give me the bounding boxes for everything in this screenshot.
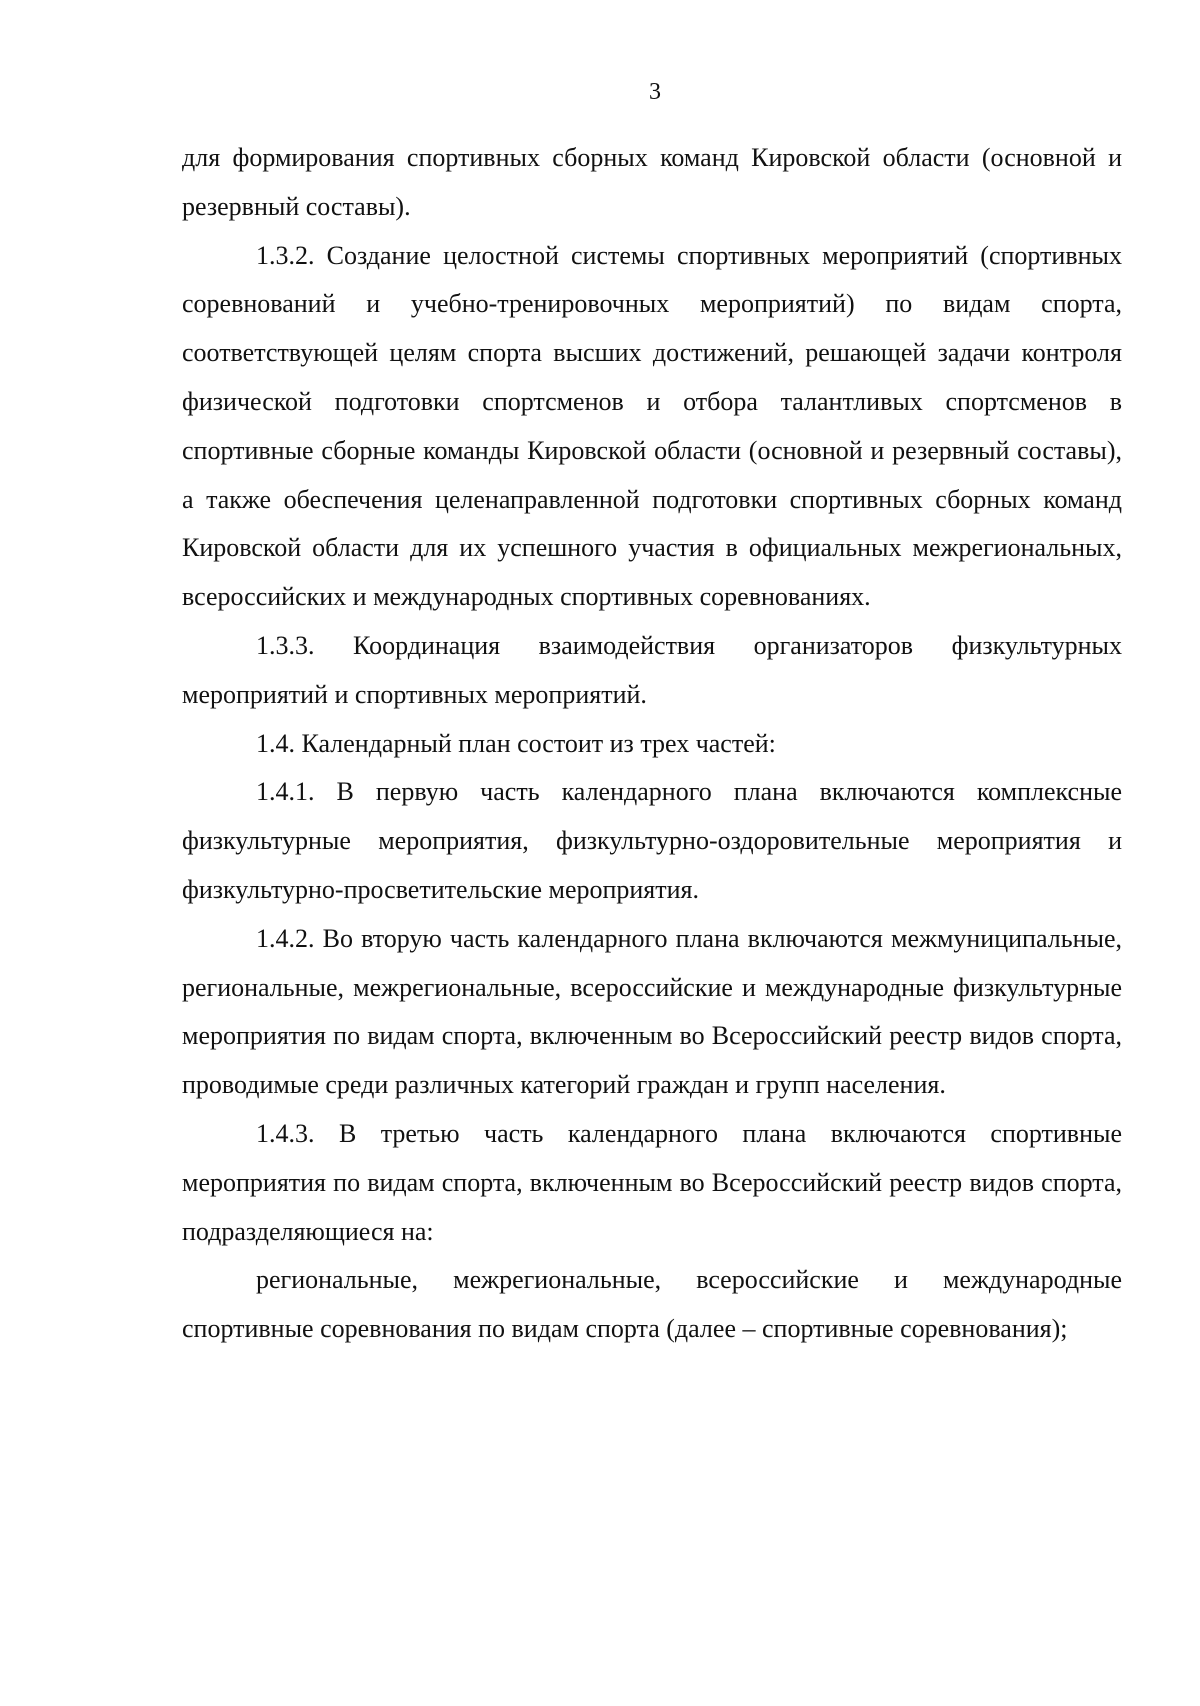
paragraph-1-3-3: 1.3.3. Координация взаимодействия организаторов физкультурных мероприятий и спортивных мероприятий. [182, 630, 1122, 709]
paragraph-1-3-2: 1.3.2. Создание целостной системы спортивных мероприятий (спортивных соревнований и учебно-тренировочных мероприятий) по видам спорта, соответствующей целям спорта высших достижений, решающей задачи контроля физической подготовки спортсменов и отбора талантливых спортсменов в спортивные сборные команды Кировской области (основной и резервный составы), а также обеспечения целенаправленной подготовки спортивных сборных команд Кировской области для их успешного участия в официальных межрегиональных, всероссийских и международных спортивных соревнованиях. [182, 240, 1122, 612]
page-number: 3 [649, 79, 661, 105]
paragraph-continuation: для формирования спортивных сборных команд Кировской области (основной и резервный составы). [182, 143, 1122, 221]
paragraph-1-4-1: 1.4.1. В первую часть календарного плана включаются комплексные физкультурные мероприятия, физкультурно-оздоровительные мероприятия и физкультурно-просветительские мероприятия. [182, 777, 1122, 904]
paragraph-1-4-3: 1.4.3. В третью часть календарного плана включаются спортивные мероприятия по видам спорта, включенным во Всероссийский реестр видов спорта, подразделяющиеся на: [182, 1118, 1122, 1246]
paragraph-list-item: региональные, межрегиональные, всероссийские и международные спортивные соревнования по видам спорта (далее – спортивные соревнования); [182, 1265, 1122, 1344]
paragraph-1-4: 1.4. Календарный план состоит из трех частей: [256, 728, 776, 758]
document-body [182, 134, 1122, 1354]
paragraph-1-4-2: 1.4.2. Во вторую часть календарного плана включаются межмуниципальные, региональные, межрегиональные, всероссийские и международные физкультурные мероприятия по видам спорта, включенным во Всероссийский реестр видов спорта, проводимые среди различных категорий граждан и групп населения. [182, 923, 1122, 1100]
